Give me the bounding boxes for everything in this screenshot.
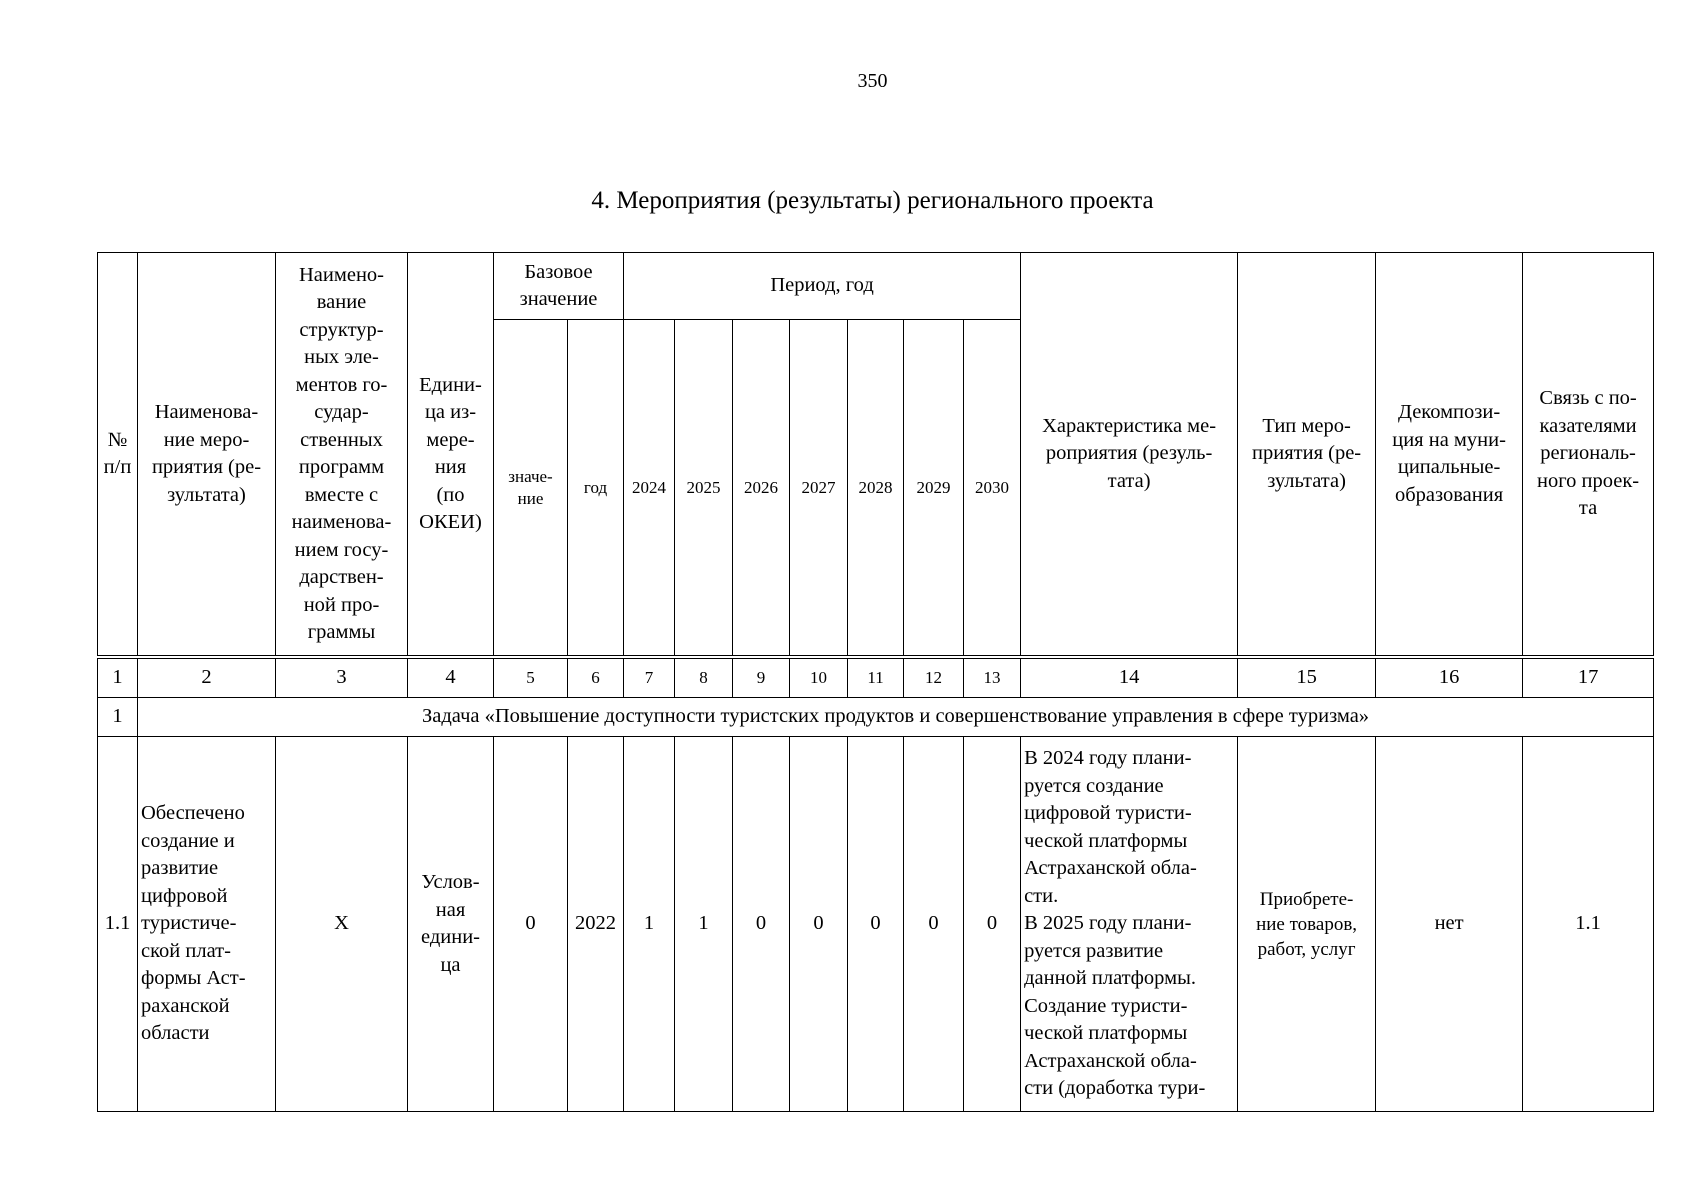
row-type: Приобрете- ние товаров, работ, услуг bbox=[1238, 737, 1376, 1112]
row-unit: Услов- ная едини- ца bbox=[408, 737, 494, 1112]
row-struct: X bbox=[276, 737, 408, 1112]
row-characteristic: В 2024 году плани- руется создание цифровой туристи- ческой платформы Астраханской обла- сти. В 2025 году плани- руется развитие данной платформы. Создание туристи- ческой платформы Астраханской обла- сти (доработка тури- bbox=[1021, 737, 1238, 1112]
row-value-2024: 1 bbox=[624, 737, 675, 1112]
column-number: 8 bbox=[675, 657, 733, 698]
page-number: 350 bbox=[857, 70, 888, 92]
header-type: Тип меро- приятия (ре- зультата) bbox=[1238, 253, 1376, 658]
row-decomposition: нет bbox=[1376, 737, 1523, 1112]
column-number: 3 bbox=[276, 657, 408, 698]
header-year: 2029 bbox=[904, 320, 964, 658]
column-numbers-row bbox=[98, 657, 1654, 698]
header-base-value: значе- ние bbox=[494, 320, 568, 658]
column-number: 2 bbox=[138, 657, 276, 698]
row-value-2026: 0 bbox=[733, 737, 790, 1112]
header-year: 2026 bbox=[733, 320, 790, 658]
column-number: 17 bbox=[1523, 657, 1654, 698]
column-number: 9 bbox=[733, 657, 790, 698]
row-value-2029: 0 bbox=[904, 737, 964, 1112]
column-number: 16 bbox=[1376, 657, 1523, 698]
task-row bbox=[98, 698, 1654, 737]
row-value-2025: 1 bbox=[675, 737, 733, 1112]
column-number: 14 bbox=[1021, 657, 1238, 698]
header-year: 2027 bbox=[790, 320, 848, 658]
header-link: Связь с по- казателями региональ- ного проек- та bbox=[1523, 253, 1654, 658]
task-num: 1 bbox=[98, 698, 138, 737]
header-characteristic: Характеристика ме- роприятия (резуль- тата) bbox=[1021, 253, 1238, 658]
column-number: 1 bbox=[98, 657, 138, 698]
task-text: Задача «Повышение доступности туристских продуктов и совершенствование управления в сфере туризма» bbox=[138, 698, 1654, 737]
row-base-value: 0 bbox=[494, 737, 568, 1112]
header-name: Наименова- ние меро- приятия (ре- зультата) bbox=[138, 253, 276, 658]
header-num: № п/п bbox=[98, 253, 138, 658]
column-number: 11 bbox=[848, 657, 904, 698]
table-row bbox=[98, 737, 1654, 1112]
header-year: 2030 bbox=[964, 320, 1021, 658]
row-value-2028: 0 bbox=[848, 737, 904, 1112]
column-number: 5 bbox=[494, 657, 568, 698]
column-number: 7 bbox=[624, 657, 675, 698]
column-number: 6 bbox=[568, 657, 624, 698]
row-value-2030: 0 bbox=[964, 737, 1021, 1112]
row-base-year: 2022 bbox=[568, 737, 624, 1112]
column-number: 4 bbox=[408, 657, 494, 698]
header-period: Период, год bbox=[624, 253, 1021, 320]
column-number: 15 bbox=[1238, 657, 1376, 698]
column-number: 12 bbox=[904, 657, 964, 698]
header-decomposition: Декомпози- ция на муни- ципальные- образования bbox=[1376, 253, 1523, 658]
row-num: 1.1 bbox=[98, 737, 138, 1112]
column-number: 10 bbox=[790, 657, 848, 698]
header-row-top bbox=[98, 253, 1654, 320]
header-unit: Едини- ца из- мере- ния (по ОКЕИ) bbox=[408, 253, 494, 658]
row-value-2027: 0 bbox=[790, 737, 848, 1112]
events-table bbox=[97, 252, 1654, 1112]
row-name: Обеспечено создание и развитие цифровой туристиче- ской плат- формы Аст- раханской области bbox=[138, 737, 276, 1112]
header-base: Базовое значение bbox=[494, 253, 624, 320]
header-year: 2024 bbox=[624, 320, 675, 658]
header-year: 2028 bbox=[848, 320, 904, 658]
section-title: 4. Мероприятия (результаты) регионального проекта bbox=[591, 187, 1154, 214]
column-number: 13 bbox=[964, 657, 1021, 698]
header-base-year: год bbox=[568, 320, 624, 658]
header-year: 2025 bbox=[675, 320, 733, 658]
row-link: 1.1 bbox=[1523, 737, 1654, 1112]
header-struct: Наимено- вание структур- ных эле- ментов го- судар- ственных программ вместе с наименова- нием госу- дарствен- ной про- граммы bbox=[276, 253, 408, 658]
